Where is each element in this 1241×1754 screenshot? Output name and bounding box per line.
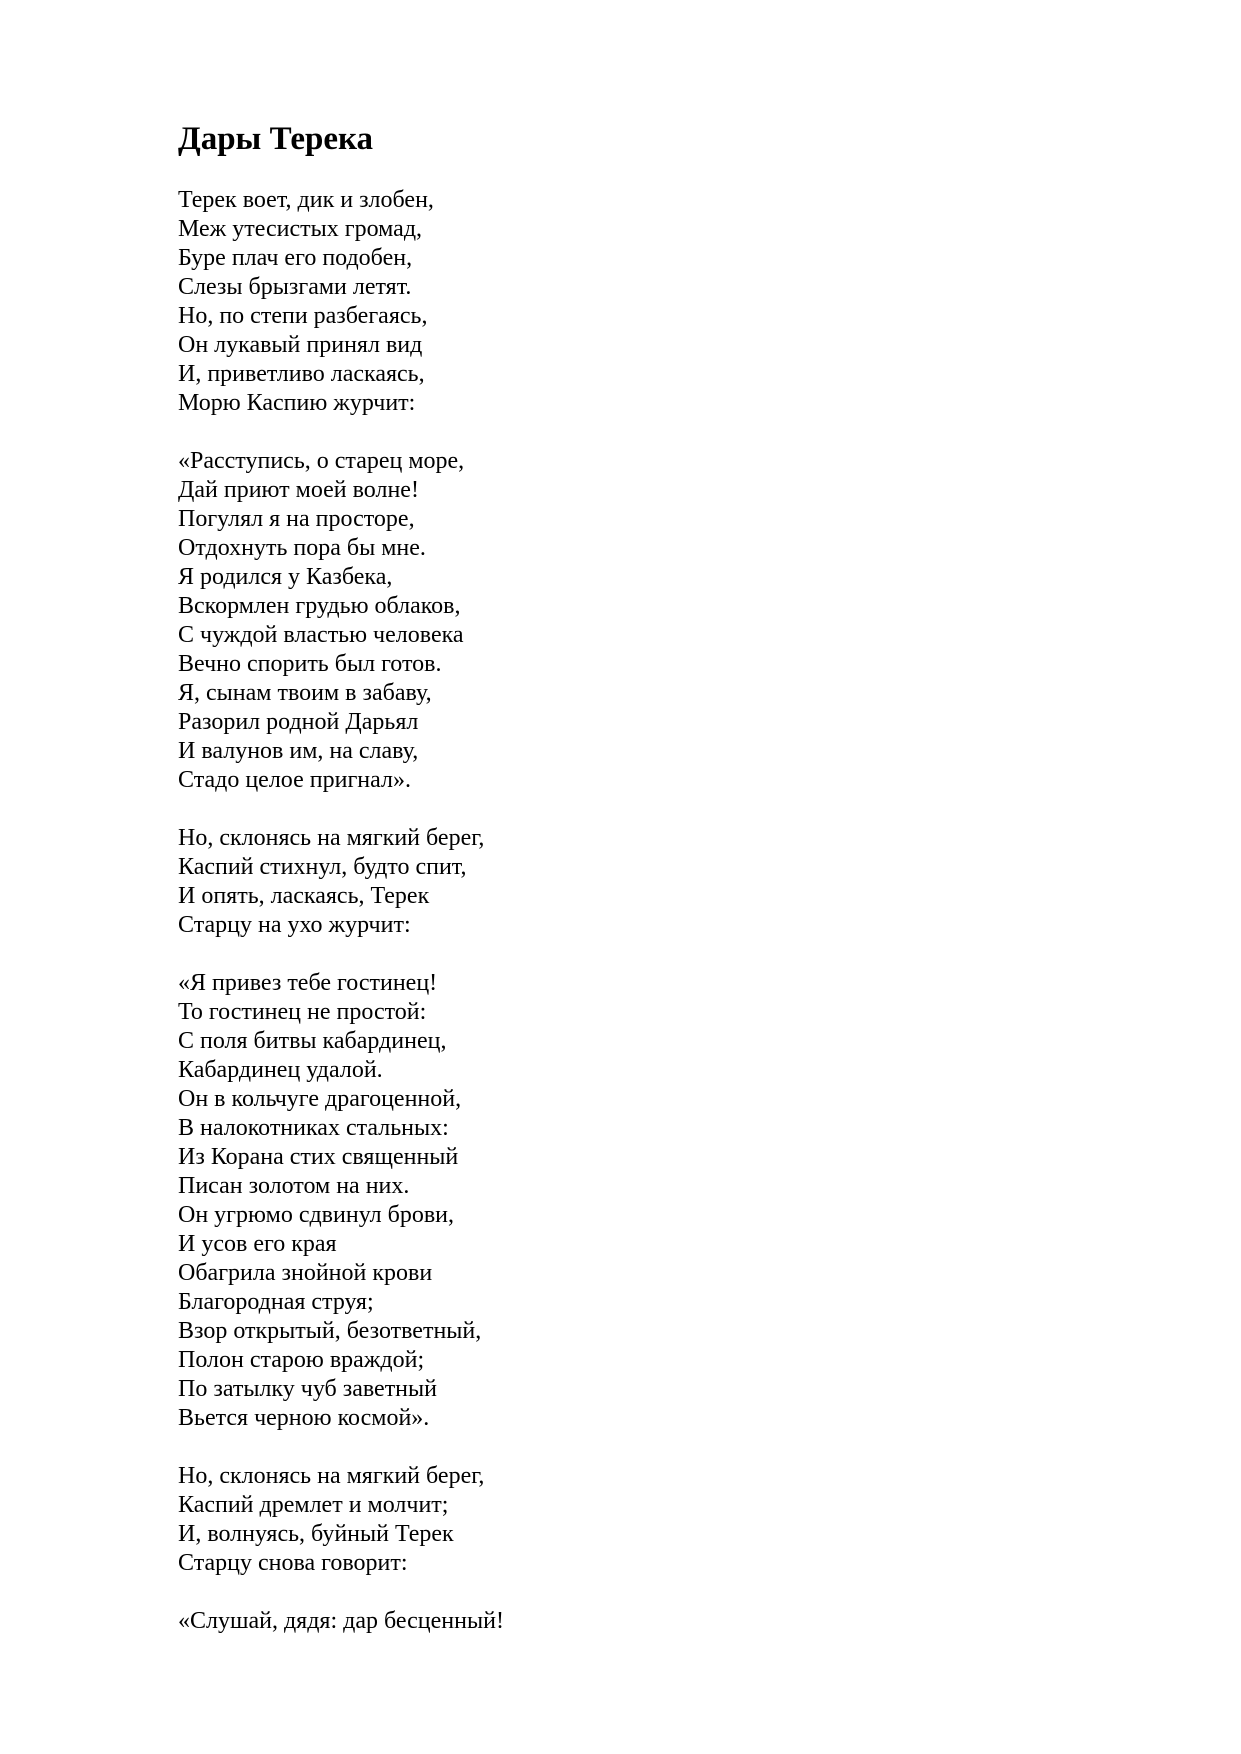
poem-line: Разорил родной Дарьял: [178, 709, 419, 735]
poem-line: Обагрила знойной крови: [178, 1260, 433, 1286]
poem-line: Я родился у Казбека,: [178, 564, 393, 590]
poem-line: Благородная струя;: [178, 1289, 374, 1315]
poem-line: Меж утесистых громад,: [178, 216, 423, 242]
poem-stanza: [178, 824, 1078, 940]
poem-stanza: [178, 447, 1078, 795]
poem-line: Взор открытый, безответный,: [178, 1318, 482, 1344]
poem-line: Кабардинец удалой.: [178, 1057, 383, 1083]
poem-line: Писан золотом на них.: [178, 1173, 410, 1199]
poem-line: Я, сынам твоим в забаву,: [178, 680, 432, 706]
poem-line: «Слушай, дядя: дар бесценный!: [178, 1608, 504, 1634]
poem-line: Но, склонясь на мягкий берег,: [178, 1463, 485, 1489]
poem-line: Он в кольчуге драгоценной,: [178, 1086, 462, 1112]
poem-line: С поля битвы кабардинец,: [178, 1028, 447, 1054]
poem-stanza: [178, 969, 1078, 1433]
poem-stanza: [178, 1607, 1078, 1636]
poem-line: С чуждой властью человека: [178, 622, 464, 648]
poem-line: И усов его края: [178, 1231, 337, 1257]
poem-line: Дай приют моей волне!: [178, 477, 419, 503]
poem-line: «Я привез тебе гостинец!: [178, 970, 438, 996]
poem-line: Погулял я на просторе,: [178, 506, 415, 532]
poem-line: Полон старою враждой;: [178, 1347, 425, 1373]
poem-line: И опять, ласкаясь, Терек: [178, 883, 430, 909]
poem-line: Терек воет, дик и злобен,: [178, 187, 434, 213]
poem-title: Дары Терека: [178, 121, 373, 157]
poem-line: Каспий дремлет и молчит;: [178, 1492, 449, 1518]
poem-line: Но, склонясь на мягкий берег,: [178, 825, 485, 851]
poem-line: То гостинец не простой:: [178, 999, 427, 1025]
poem-line: Вьется черною космой».: [178, 1405, 430, 1431]
poem-line: В налокотниках стальных:: [178, 1115, 449, 1141]
poem-line: Он угрюмо сдвинул брови,: [178, 1202, 455, 1228]
poem-line: Он лукавый принял вид: [178, 332, 423, 358]
poem-line: Из Корана стих священный: [178, 1144, 459, 1170]
poem-line: Старцу снова говорит:: [178, 1550, 408, 1576]
poem-line: И валунов им, на славу,: [178, 738, 419, 764]
poem-line: Вечно спорить был готов.: [178, 651, 442, 677]
poem-line: Буре плач его подобен,: [178, 245, 413, 271]
poem-line: «Расступись, о старец море,: [178, 448, 465, 474]
poem-line: И, волнуясь, буйный Терек: [178, 1521, 454, 1547]
poem-line: Отдохнуть пора бы мне.: [178, 535, 426, 561]
poem-line: По затылку чуб заветный: [178, 1376, 437, 1402]
poem-line: Стадо целое пригнал».: [178, 767, 411, 793]
poem-line: Морю Каспию журчит:: [178, 390, 416, 416]
poem-line: Каспий стихнул, будто спит,: [178, 854, 467, 880]
poem-line: Но, по степи разбегаясь,: [178, 303, 428, 329]
poem-line: Старцу на ухо журчит:: [178, 912, 411, 938]
poem-line: Вскормлен грудью облаков,: [178, 593, 461, 619]
poem-stanza: [178, 1462, 1078, 1578]
poem-stanza: [178, 186, 1078, 418]
poem-line: Слезы брызгами летят.: [178, 274, 412, 300]
poem-body: [178, 186, 1078, 1665]
poem-line: И, приветливо ласкаясь,: [178, 361, 425, 387]
